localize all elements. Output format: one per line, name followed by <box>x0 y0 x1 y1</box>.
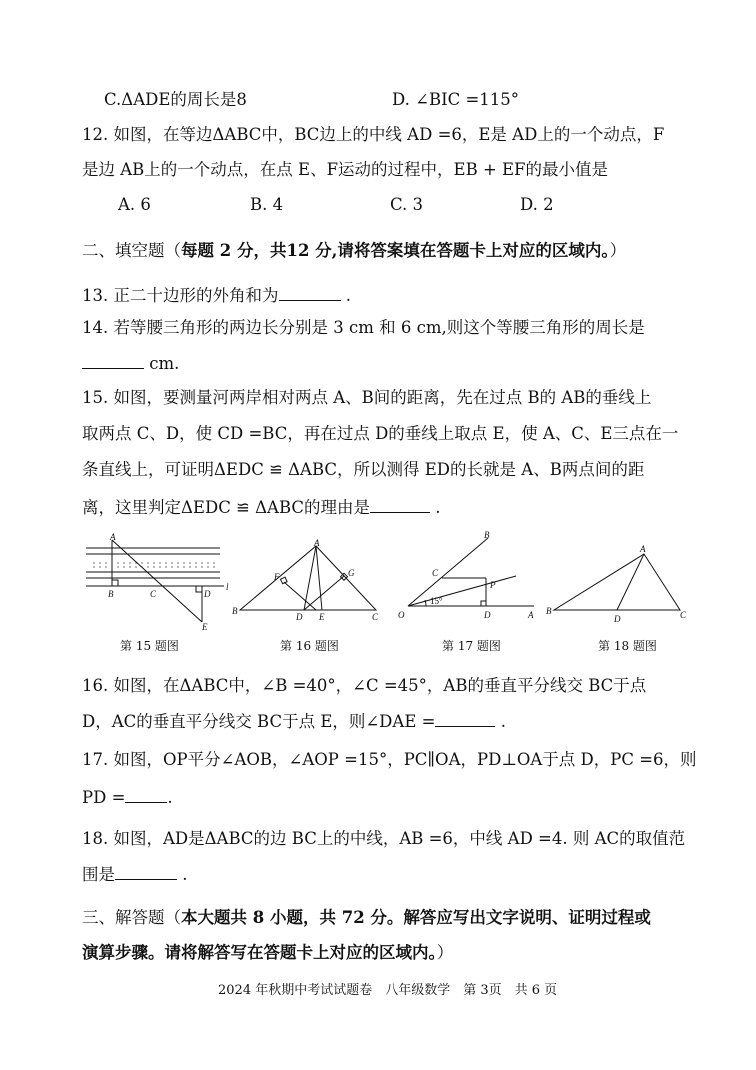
figure-16-caption: 第 16 题图 <box>280 639 339 653</box>
fig17-label-o: O <box>398 610 405 620</box>
q16-line1: 16. 如图，在ΔABC中，∠B =40°，∠C =45°，AB的垂直平分线交 BC于点 <box>82 676 647 695</box>
q14-line1: 14. 若等腰三角形的两边长分别是 3 cm 和 6 cm,则这个等腰三角形的周长是 <box>82 318 645 337</box>
section2-heading-end: ） <box>609 241 627 260</box>
fig17-label-b: B <box>484 530 490 540</box>
fig17-label-p: P <box>490 580 496 590</box>
q18-end: . <box>177 865 188 884</box>
fig15-label-l: l <box>226 582 229 592</box>
q15-line3: 条直线上，可证明ΔEDC ≌ ΔABC，所以测得 ED的长就是 A、B两点间的距 <box>82 460 645 479</box>
fig17-angle-label: 15° <box>430 596 443 606</box>
q13 <box>82 286 351 305</box>
fig16-label-a: A <box>314 538 320 548</box>
fig18-label-a: A <box>640 544 646 554</box>
q13-end: . <box>340 286 351 305</box>
q15-line2: 取两点 C、D，使 CD =BC，再在过点 D的垂线上取点 E，使 A、C、E三点在一 <box>82 424 679 443</box>
q16-line2 <box>82 712 506 731</box>
fig15-label-c: C <box>150 589 157 599</box>
q12-option-d: D. 2 <box>520 195 554 214</box>
q17-line2 <box>82 788 173 807</box>
figure-15-caption: 第 15 题图 <box>120 639 179 653</box>
fig16-label-e: E <box>319 612 325 622</box>
q17-line1: 17. 如图，OP平分∠AOB，∠AOP =15°，PC∥OA，PD⊥OA于点 D，PC =6，则 <box>82 750 697 769</box>
q12-option-b: B. 4 <box>250 195 284 214</box>
q17-line2-text: PD = <box>82 788 126 807</box>
section2-heading-plain: 二、填空题（ <box>82 241 181 260</box>
fig16-label-d: D <box>296 612 303 622</box>
section3-heading-line1 <box>82 910 651 927</box>
figure-18 <box>544 544 694 626</box>
fig17-label-d: D <box>484 610 491 620</box>
q16-end: . <box>495 712 506 731</box>
fig15-label-e: E <box>202 622 208 632</box>
q12-option-a: A. 6 <box>118 195 151 214</box>
fig16-label-f: F <box>274 572 280 582</box>
q13-answer-blank <box>279 286 341 301</box>
q15-line4 <box>82 498 441 517</box>
q15-answer-blank <box>370 498 430 513</box>
fig18-label-b: B <box>546 606 552 616</box>
q13-text: 13. 正二十边形的外角和为 <box>82 286 279 305</box>
q15-line1: 15. 如图，要测量河两岸相对两点 A、B间的距离，先在过点 B的 AB的垂线上 <box>82 388 652 407</box>
q18-answer-blank <box>115 865 177 880</box>
q15-line4-text: 离，这里判定ΔEDC ≌ ΔABC的理由是 <box>82 498 371 517</box>
figure-18-caption: 第 18 题图 <box>598 639 657 653</box>
q14-unit: cm. <box>144 354 180 373</box>
q17-end: . <box>167 788 173 807</box>
figure-16 <box>232 538 384 624</box>
q14-line2 <box>82 354 179 373</box>
q18-line2 <box>82 865 188 884</box>
q18-line1: 18. 如图，AD是ΔABC的边 BC上的中线，AB =6，中线 AD =4. 则 AC的取值范 <box>82 829 686 848</box>
section3-heading-line2 <box>82 945 453 962</box>
q14-answer-blank <box>82 354 144 369</box>
fig15-label-b: B <box>108 589 114 599</box>
q18-line2-text: 围是 <box>82 865 115 884</box>
q12-line2: 是边 AB上的一个动点，在点 E、F运动的过程中，EB + EF的最小值是 <box>82 160 609 179</box>
q11-option-c: C.ΔADE的周长是8 <box>104 90 247 109</box>
section3-heading-end: ） <box>436 943 454 962</box>
q15-end: . <box>430 498 441 517</box>
section3-heading-plain: 三、解答题（ <box>82 908 181 927</box>
q12-option-c: C. 3 <box>390 195 424 214</box>
section2-heading-bold: 每题 2 分，共12 分,请将答案填在答题卡上对应的区域内。 <box>181 241 610 260</box>
fig15-label-a: A <box>110 532 116 542</box>
fig15-label-d: D <box>204 589 211 599</box>
figure-17-caption: 第 17 题图 <box>442 639 501 653</box>
page-footer: 2024 年秋期中考试试题卷 八年级数学 第 3页 共 6 页 <box>218 983 558 998</box>
fig16-label-c: C <box>372 612 379 622</box>
q11-option-d: D. ∠BIC =115° <box>392 90 520 109</box>
section3-heading-bold2: 演算步骤。请将解答写在答题卡上对应的区域内。 <box>82 943 437 962</box>
fig18-label-d: D <box>614 614 621 624</box>
q17-answer-blank <box>125 788 167 803</box>
section3-heading-bold1: 本大题共 8 小题，共 72 分。解答应写出文字说明、证明过程或 <box>181 908 651 927</box>
fig16-label-b: B <box>232 606 238 616</box>
q16-line2-text: D，AC的垂直平分线交 BC于点 E，则∠DAE = <box>82 712 436 731</box>
q16-answer-blank <box>435 712 495 727</box>
figure-17 <box>396 526 546 626</box>
fig17-label-c: C <box>432 568 439 578</box>
fig16-label-g: G <box>348 568 355 578</box>
fig17-label-a: A <box>528 610 534 620</box>
q12-line1: 12. 如图，在等边ΔABC中，BC边上的中线 AD =6，E是 AD上的一个动点，F <box>82 125 665 144</box>
section2-heading <box>82 243 626 260</box>
fig18-label-c: C <box>680 610 687 620</box>
figure-15 <box>84 530 236 636</box>
